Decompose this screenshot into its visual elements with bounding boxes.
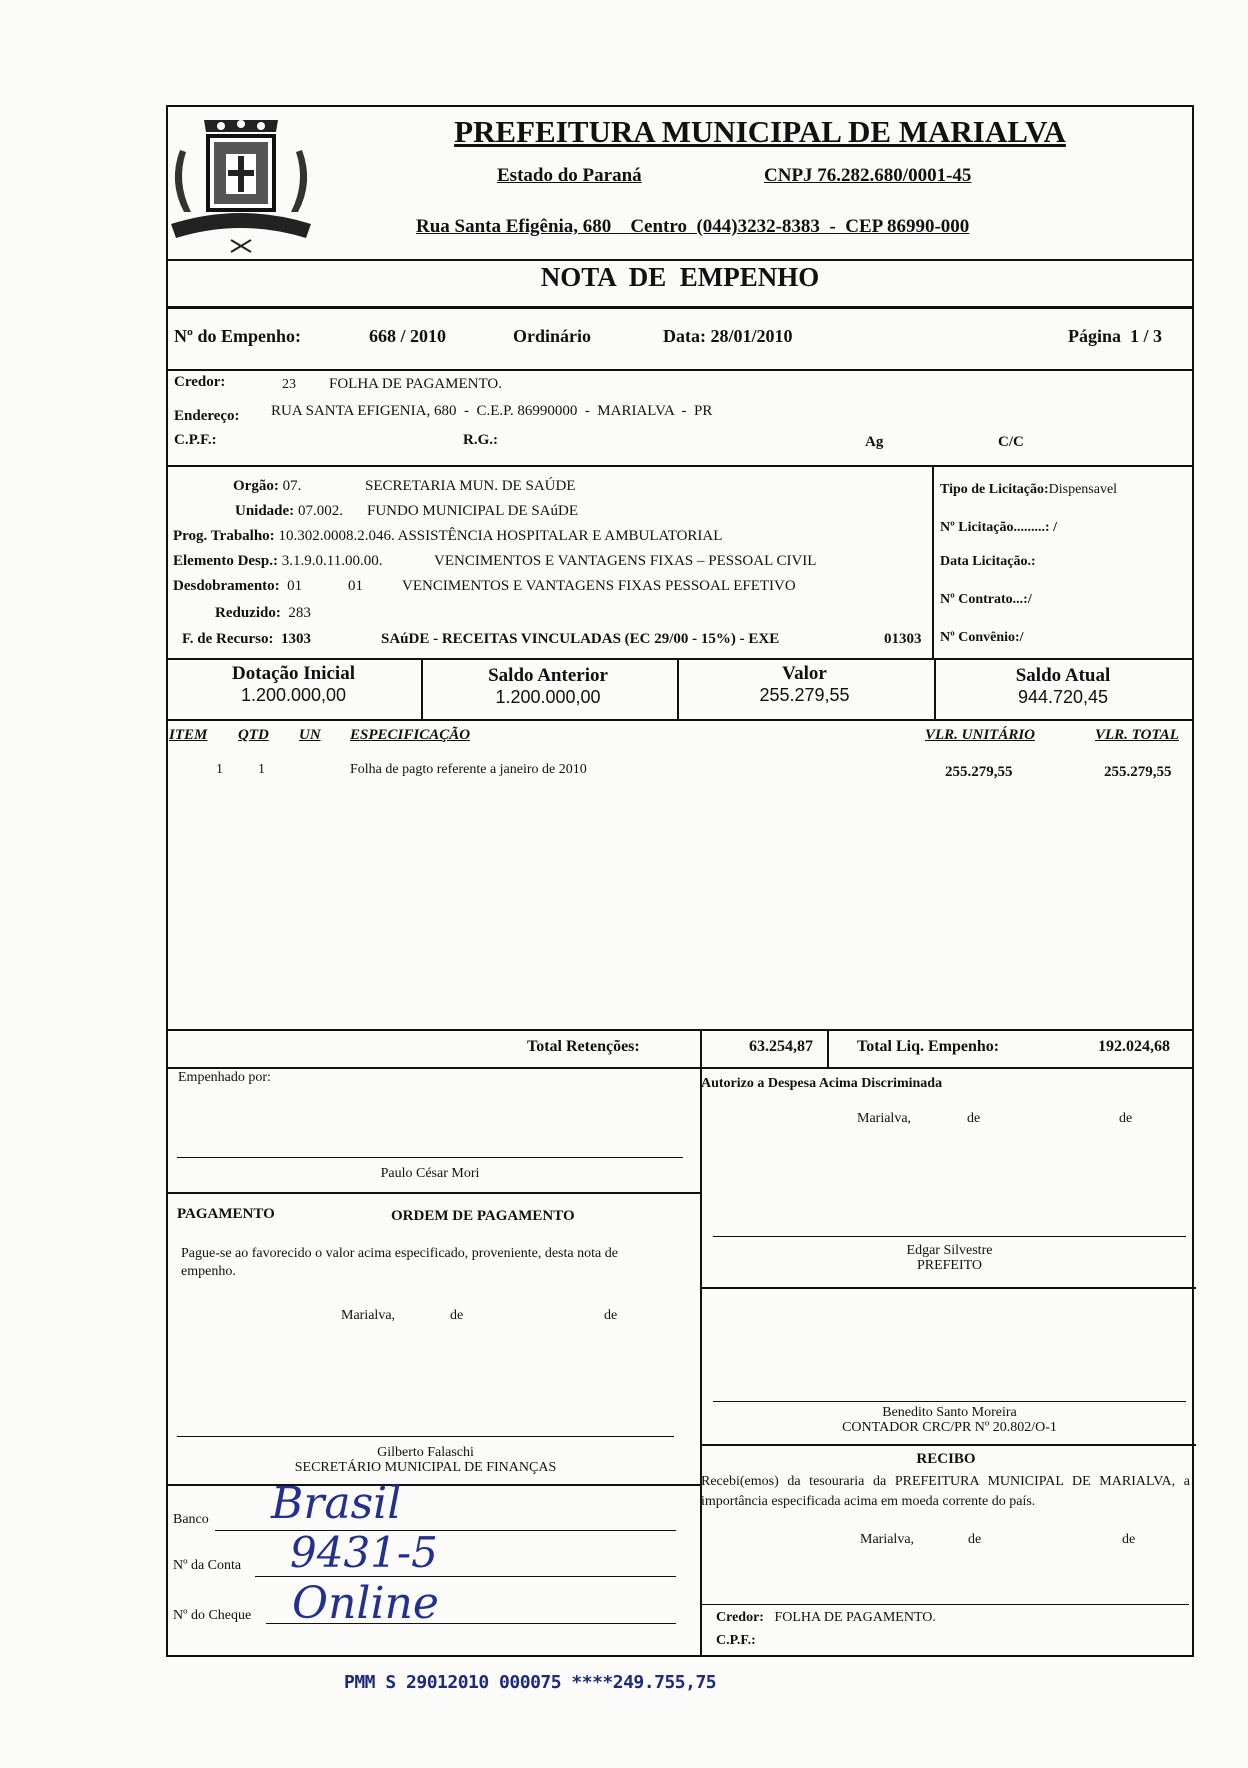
page-number: Página 1 / 3 (1068, 326, 1163, 346)
pagamento-local: Marialva, (341, 1308, 396, 1323)
cheque-handwriting: Online (292, 1578, 439, 1629)
signature-line (713, 1401, 1186, 1402)
signature-line (713, 1236, 1186, 1237)
banco-handwriting: Brasil (271, 1478, 402, 1529)
empenho-date: Data: 28/01/2010 (663, 326, 793, 346)
secretario-signature: Gilberto Falaschi SECRETÁRIO MUNICIPAL DE FINANÇAS (294, 1445, 557, 1475)
col-item: ITEM (169, 727, 208, 743)
conta-handwriting: 9431-5 (290, 1528, 438, 1577)
banco-line (215, 1530, 676, 1531)
divider (168, 1029, 1192, 1031)
recibo-text: Recebi(emos) da tesouraria da PREFEITURA MUNICIPAL DE MARIALVA, a importância especificada acima em moeda corrente do país. (701, 1474, 1190, 1509)
divider (700, 1444, 1196, 1446)
endereco: RUA SANTA EFIGENIA, 680 - C.E.P. 86990000 - MARIALVA - PR (271, 403, 713, 419)
autorizo-label: Autorizo a Despesa Acima Discriminada (701, 1076, 943, 1091)
saldo-atual-cell: Saldo Atual 944.720,45 (1015, 665, 1111, 707)
credor-label: Credor: (174, 374, 226, 390)
divider (168, 259, 1192, 261)
page: PREFEITURA MUNICIPAL DE MARIALVA Estado do Paraná CNPJ 76.282.680/0001-45 Rua Santa Efigênia, 680 Centro (044)3232-8383 - CEP 86990-000 NOTA DE EMPENHO Nº do Empenho: 668 / 2010 Ordinário Data: 28/01/2010 Página 1 / 3 Credor: 23 FOLHA DE PAGAMENTO. Endereço: RUA SANTA EFIGENIA, 680 - C.E.P. 86990000 - MARIALVA - PR C.P.F.: R.G.: Ag C/C Orgão: 07. SECRETARIA MUN. DE SAÚDE Unidade: 07.002. FUNDO MUNICIPAL DE SAúDE Prog. Trabalho: 10.302.0008.2.046. ASSISTÊNCIA HOSPITALAR E AMBULATORIAL Elemento Desp.: 3.1.9.0.11.00.00. VENCIMENTOS E VANTAGENS FIXAS – PESSOAL CIVIL Desdobramento: 01 01 VENCIMENTOS E VANTAGENS FIXAS PESSOAL EFETIVO Reduzido: 283 F. de Recurso: 1303 SAúDE - RECEITAS VINCULADAS (EC 29/00 - 15%) - EXE 01303 Tipo de Licitação:Dispensavel Nº Licitação.........: / Data Licitação.: Nº Contrato...:/ Nº Convênio:/ Dotação Inicial 1.200.000,00 Saldo Anterior 1.200.000,00 Valor 255.279,55 Saldo Atual 944.720,45 ITEM QTD UN ESPECIFICAÇÃO VLR. UNITÁRIO VLR. TOTAL 1 1 Folha de pagto referente a janeiro de 2010 255.279,55 255.279,55 Total Retenções: 63.254,87 Total Liq. Empenho: 192.024,68 Empenhado por: Paulo César Mori Autorizo a Despesa Acima Discriminada Marialva, de de Edgar Silvestre PREFEITO PAGAMENTO ORDEM DE PAGAMENTO Pague-se ao favorecido o valor acima especificado, proveniente, desta nota de empenho. Marialva, de de Gilberto Falaschi SECRETÁRIO MUNICIPAL DE FINANÇAS Benedito Santo Moreira CONTADOR CRC/PR Nº 20.802/O-1 RECIBO Recebi(emos) da tesouraria da PREFEITURA MUNICIPAL DE MARIALVA, a importância especificada acima em moeda corrente do país. Marialva, de de Credor: FOLHA DE PAGAMENTO. C.P.F.: Banco Brasil Nº da Conta 9431-5 Nº do Cheque Online PMM S 29012010 000075 ****249.755,75 (0, 0, 1248, 1768)
row-especificacao: Folha de pagto referente a janeiro de 2010 (350, 762, 587, 777)
row-qtd: 1 (258, 762, 265, 777)
bank-stamp: PMM S 29012010 000075 ****249.755,75 (344, 1672, 717, 1693)
empenho-number-label: Nº do Empenho: (174, 326, 301, 346)
col-valor-total: VLR. TOTAL (1095, 727, 1179, 743)
signature-line (702, 1604, 1189, 1605)
col-qtd: QTD (238, 727, 269, 743)
saldo-anterior-cell: Saldo Anterior 1.200.000,00 (488, 665, 608, 707)
ordem-pagamento-label: ORDEM DE PAGAMENTO (391, 1208, 575, 1224)
divider (168, 1484, 700, 1486)
divider (168, 369, 1192, 371)
signature-line (177, 1436, 674, 1437)
dotacao-inicial-cell: Dotação Inicial 1.200.000,00 (232, 663, 355, 705)
row-item: 1 (216, 762, 223, 777)
total-liquido: 192.024,68 (1098, 1038, 1170, 1055)
divider (168, 719, 1192, 721)
divider (700, 1287, 1196, 1289)
divider (700, 1029, 702, 1657)
empenho-number: 668 / 2010 (369, 326, 447, 346)
divider (168, 465, 1192, 467)
pagamento-de1: de (450, 1308, 464, 1323)
recibo-de1: de (968, 1532, 982, 1547)
total-retencoes-label: Total Retenções: (527, 1038, 640, 1055)
divider (168, 1192, 700, 1194)
pague-se-text: Pague-se ao favorecido o valor acima especificado, proveniente, desta nota de empenho. (181, 1246, 618, 1279)
pagamento-de2: de (604, 1308, 618, 1323)
header-cnpj: CNPJ 76.282.680/0001-45 (764, 165, 972, 186)
col-especificacao: ESPECIFICAÇÃO (350, 727, 471, 743)
divider (827, 1029, 829, 1067)
recibo-label: RECIBO (916, 1451, 976, 1467)
valor-cell: Valor 255.279,55 (759, 663, 850, 705)
conta-label: Nº da Conta (173, 1558, 242, 1573)
recibo-cpf: C.P.F.: (716, 1633, 756, 1648)
recibo-credor: Credor: FOLHA DE PAGAMENTO. (716, 1610, 936, 1625)
pagamento-label: PAGAMENTO (177, 1206, 275, 1222)
col-valor-unitario: VLR. UNITÁRIO (925, 727, 1036, 743)
autorizo-local: Marialva, (857, 1111, 912, 1126)
total-liquido-label: Total Liq. Empenho: (857, 1038, 1000, 1055)
header-address: Rua Santa Efigênia, 680 Centro (044)3232-8383 - CEP 86990-000 (416, 216, 970, 237)
cheque-label: Nº do Cheque (173, 1608, 252, 1623)
row-valor-total: 255.279,55 (1104, 764, 1172, 780)
credor-name: FOLHA DE PAGAMENTO. (329, 376, 502, 392)
credor-code: 23 (282, 377, 296, 392)
header-title: PREFEITURA MUNICIPAL DE MARIALVA (454, 114, 1066, 149)
divider (168, 306, 1192, 309)
prefeito-signature: Edgar Silvestre PREFEITO (906, 1243, 993, 1273)
signature-line (177, 1157, 683, 1158)
cpf-label: C.P.F.: (174, 432, 217, 448)
contador-signature: Benedito Santo Moreira CONTADOR CRC/PR Nº 20.802/O-1 (842, 1405, 1057, 1435)
banco-label: Banco (173, 1512, 209, 1527)
endereco-label: Endereço: (174, 408, 240, 424)
empenhado-label: Empenhado por: (178, 1070, 271, 1085)
rg-label: R.G.: (463, 432, 498, 448)
autorizo-de2: de (1119, 1111, 1133, 1126)
ag-label: Ag (865, 434, 884, 450)
divider (168, 658, 1192, 660)
col-un: UN (299, 727, 321, 743)
divider (168, 1067, 1192, 1069)
total-retencoes: 63.254,87 (749, 1038, 813, 1055)
recibo-de2: de (1122, 1532, 1136, 1547)
header-state: Estado do Paraná (497, 165, 642, 186)
recibo-local: Marialva, (860, 1532, 915, 1547)
cc-label: C/C (998, 434, 1024, 450)
row-valor-unitario: 255.279,55 (945, 764, 1013, 780)
empenhado-nome: Paulo César Mori (380, 1166, 480, 1181)
autorizo-de1: de (967, 1111, 981, 1126)
empenho-type: Ordinário (513, 326, 592, 346)
doc-title: NOTA DE EMPENHO (540, 262, 820, 292)
